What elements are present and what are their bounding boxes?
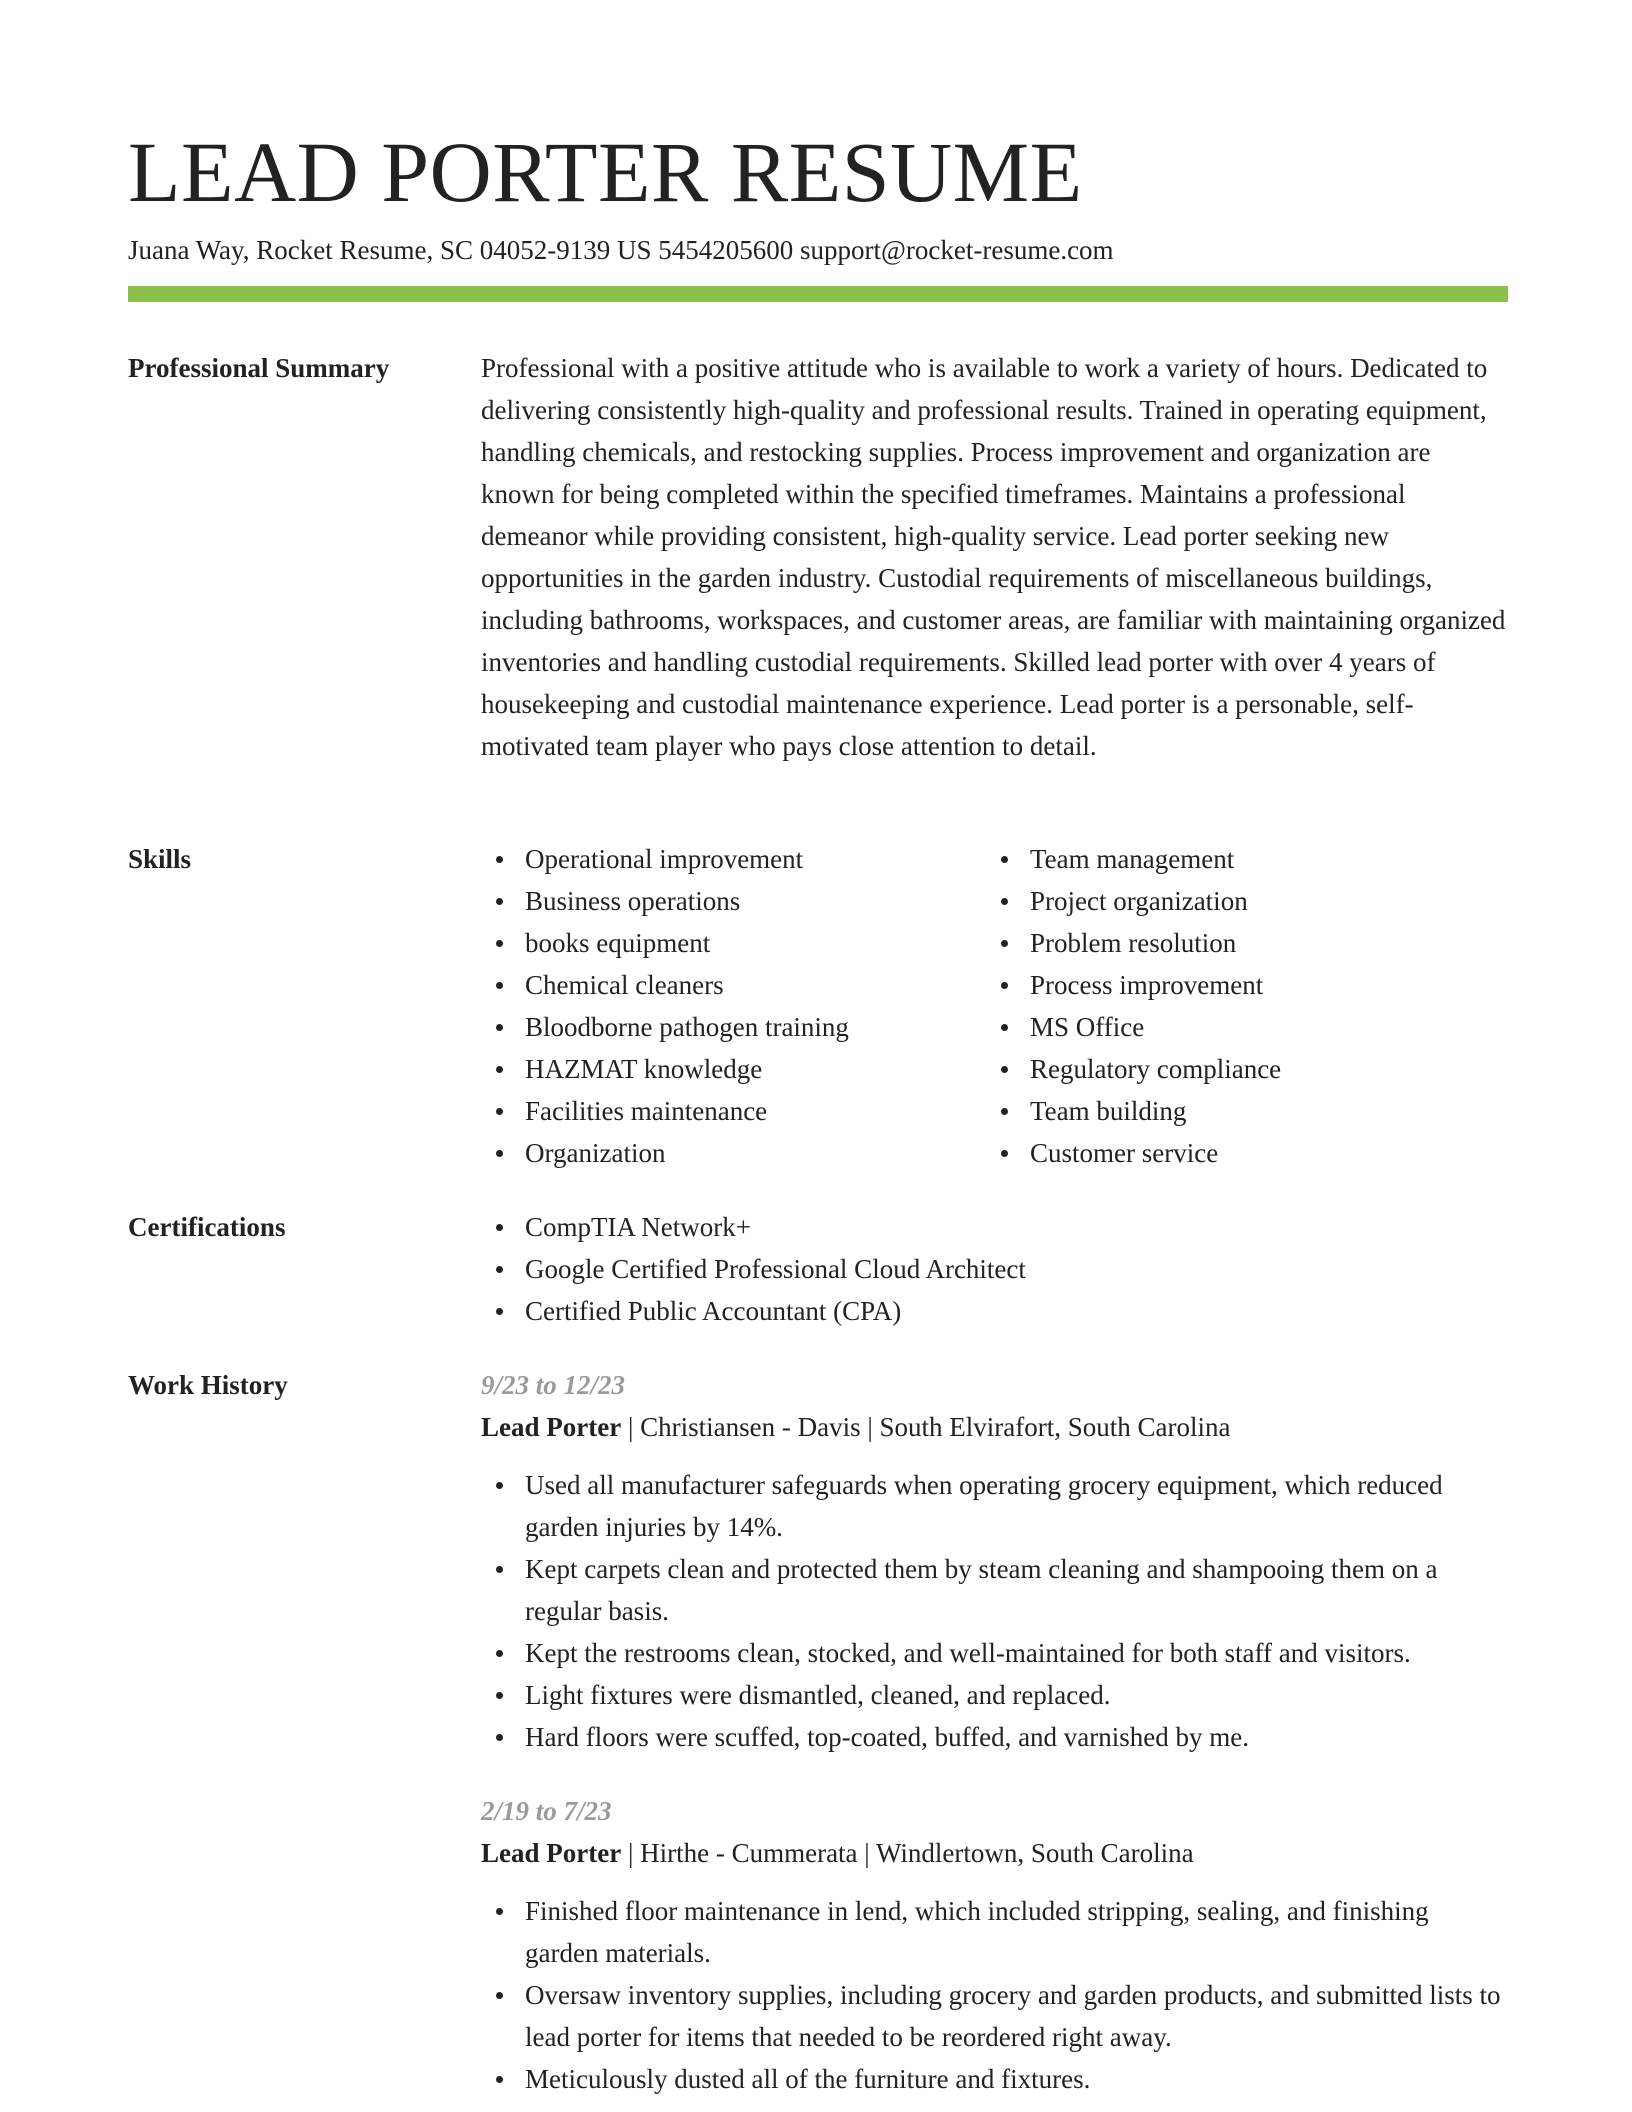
- summary-body: [481, 347, 1508, 767]
- job-bullet-list: [481, 1890, 1508, 2100]
- certifications-label: Certifications: [128, 1212, 286, 1242]
- skills-list-right: [986, 838, 1552, 1174]
- job-dates: 2/19 to 7/23: [481, 1796, 612, 1826]
- work-history-label: Work History: [128, 1370, 288, 1400]
- skills-body: [481, 838, 1508, 1174]
- skill-item: HAZMAT knowledge: [525, 1048, 1030, 1090]
- skills-label: Skills: [128, 844, 192, 874]
- job-bullet: Used all manufacturer safeguards when operating grocery equipment, which reduced garden injuries by 14%.: [525, 1464, 1508, 1548]
- job-bullet-list: [481, 1464, 1508, 1758]
- skill-item: MS Office: [1030, 1006, 1552, 1048]
- job-bullet: Finished floor maintenance in lend, which included stripping, sealing, and finishing garden materials.: [525, 1890, 1508, 1974]
- skill-item: Problem resolution: [1030, 922, 1552, 964]
- skill-item: Regulatory compliance: [1030, 1048, 1552, 1090]
- skill-item: Facilities maintenance: [525, 1090, 1030, 1132]
- job-role: Lead Porter: [481, 1412, 622, 1442]
- job-bullet: Light fixtures were dismantled, cleaned, and replaced.: [525, 1674, 1508, 1716]
- job-bullet: Oversaw inventory supplies, including grocery and garden products, and submitted lists to lead porter for items that needed to be reordered right away.: [525, 1974, 1508, 2058]
- skill-item: Operational improvement: [525, 838, 1030, 880]
- skill-item: Customer service: [1030, 1132, 1552, 1174]
- skills-list-left: [481, 838, 1030, 1174]
- summary-label: Professional Summary: [128, 353, 390, 383]
- contact-line: Juana Way, Rocket Resume, SC 04052-9139 US 5454205600 support@rocket-resume.com: [128, 235, 1114, 265]
- job-employer-location: | Hirthe - Cummerata | Windlertown, South Carolina: [621, 1838, 1194, 1868]
- skill-item: Chemical cleaners: [525, 964, 1030, 1006]
- job-title-line: [481, 1832, 1508, 1874]
- job-employer-location: | Christiansen - Davis | South Elvirafort, South Carolina: [621, 1412, 1231, 1442]
- job-dates: 9/23 to 12/23: [481, 1370, 626, 1400]
- job-entry: [481, 1790, 1508, 2100]
- certification-item: Certified Public Accountant (CPA): [525, 1290, 1508, 1332]
- certification-item: CompTIA Network+: [525, 1206, 1508, 1248]
- job-bullet: Hard floors were scuffed, top-coated, buffed, and varnished by me.: [525, 1716, 1508, 1758]
- skills-columns: [481, 838, 1508, 1174]
- skill-item: Organization: [525, 1132, 1030, 1174]
- job-role: Lead Porter: [481, 1838, 622, 1868]
- skill-item: Team management: [1030, 838, 1552, 880]
- skill-item: Team building: [1030, 1090, 1552, 1132]
- skill-item: books equipment: [525, 922, 1030, 964]
- job-bullet: Kept the restrooms clean, stocked, and well-maintained for both staff and visitors.: [525, 1632, 1508, 1674]
- job-title-line: [481, 1406, 1508, 1448]
- header-divider: [128, 286, 1508, 302]
- skill-item: Project organization: [1030, 880, 1552, 922]
- skill-item: Process improvement: [1030, 964, 1552, 1006]
- work-history-body: [481, 1364, 1508, 2100]
- skill-item: Business operations: [525, 880, 1030, 922]
- certifications-list: [481, 1206, 1508, 1332]
- summary-text: Professional with a positive attitude who is available to work a variety of hours. Dedicated to delivering consistently high-quality and professional results. Trained in operating equipment, handling chemicals, and restocking supplies. Process improvement and organization are known for being completed within the specified timeframes. Maintains a professional demeanor while providing consistent, high-quality service. Lead porter seeking new opportunities in the garden industry. Custodial requirements of miscellaneous buildings, including bathrooms, workspaces, and customer areas, are familiar with maintaining organized inventories and handling custodial requirements. Skilled lead porter with over 4 years of housekeeping and custodial maintenance experience. Lead porter is a personable, self-motivated team player who pays close attention to detail.: [481, 353, 1506, 761]
- skill-item: Bloodborne pathogen training: [525, 1006, 1030, 1048]
- page-title: LEAD PORTER RESUME: [128, 124, 1083, 220]
- job-bullet: Meticulously dusted all of the furniture and fixtures.: [525, 2058, 1508, 2100]
- certification-item: Google Certified Professional Cloud Architect: [525, 1248, 1508, 1290]
- job-entry: [481, 1364, 1508, 1758]
- certifications-body: [481, 1206, 1508, 1332]
- job-bullet: Kept carpets clean and protected them by steam cleaning and shampooing them on a regular basis.: [525, 1548, 1508, 1632]
